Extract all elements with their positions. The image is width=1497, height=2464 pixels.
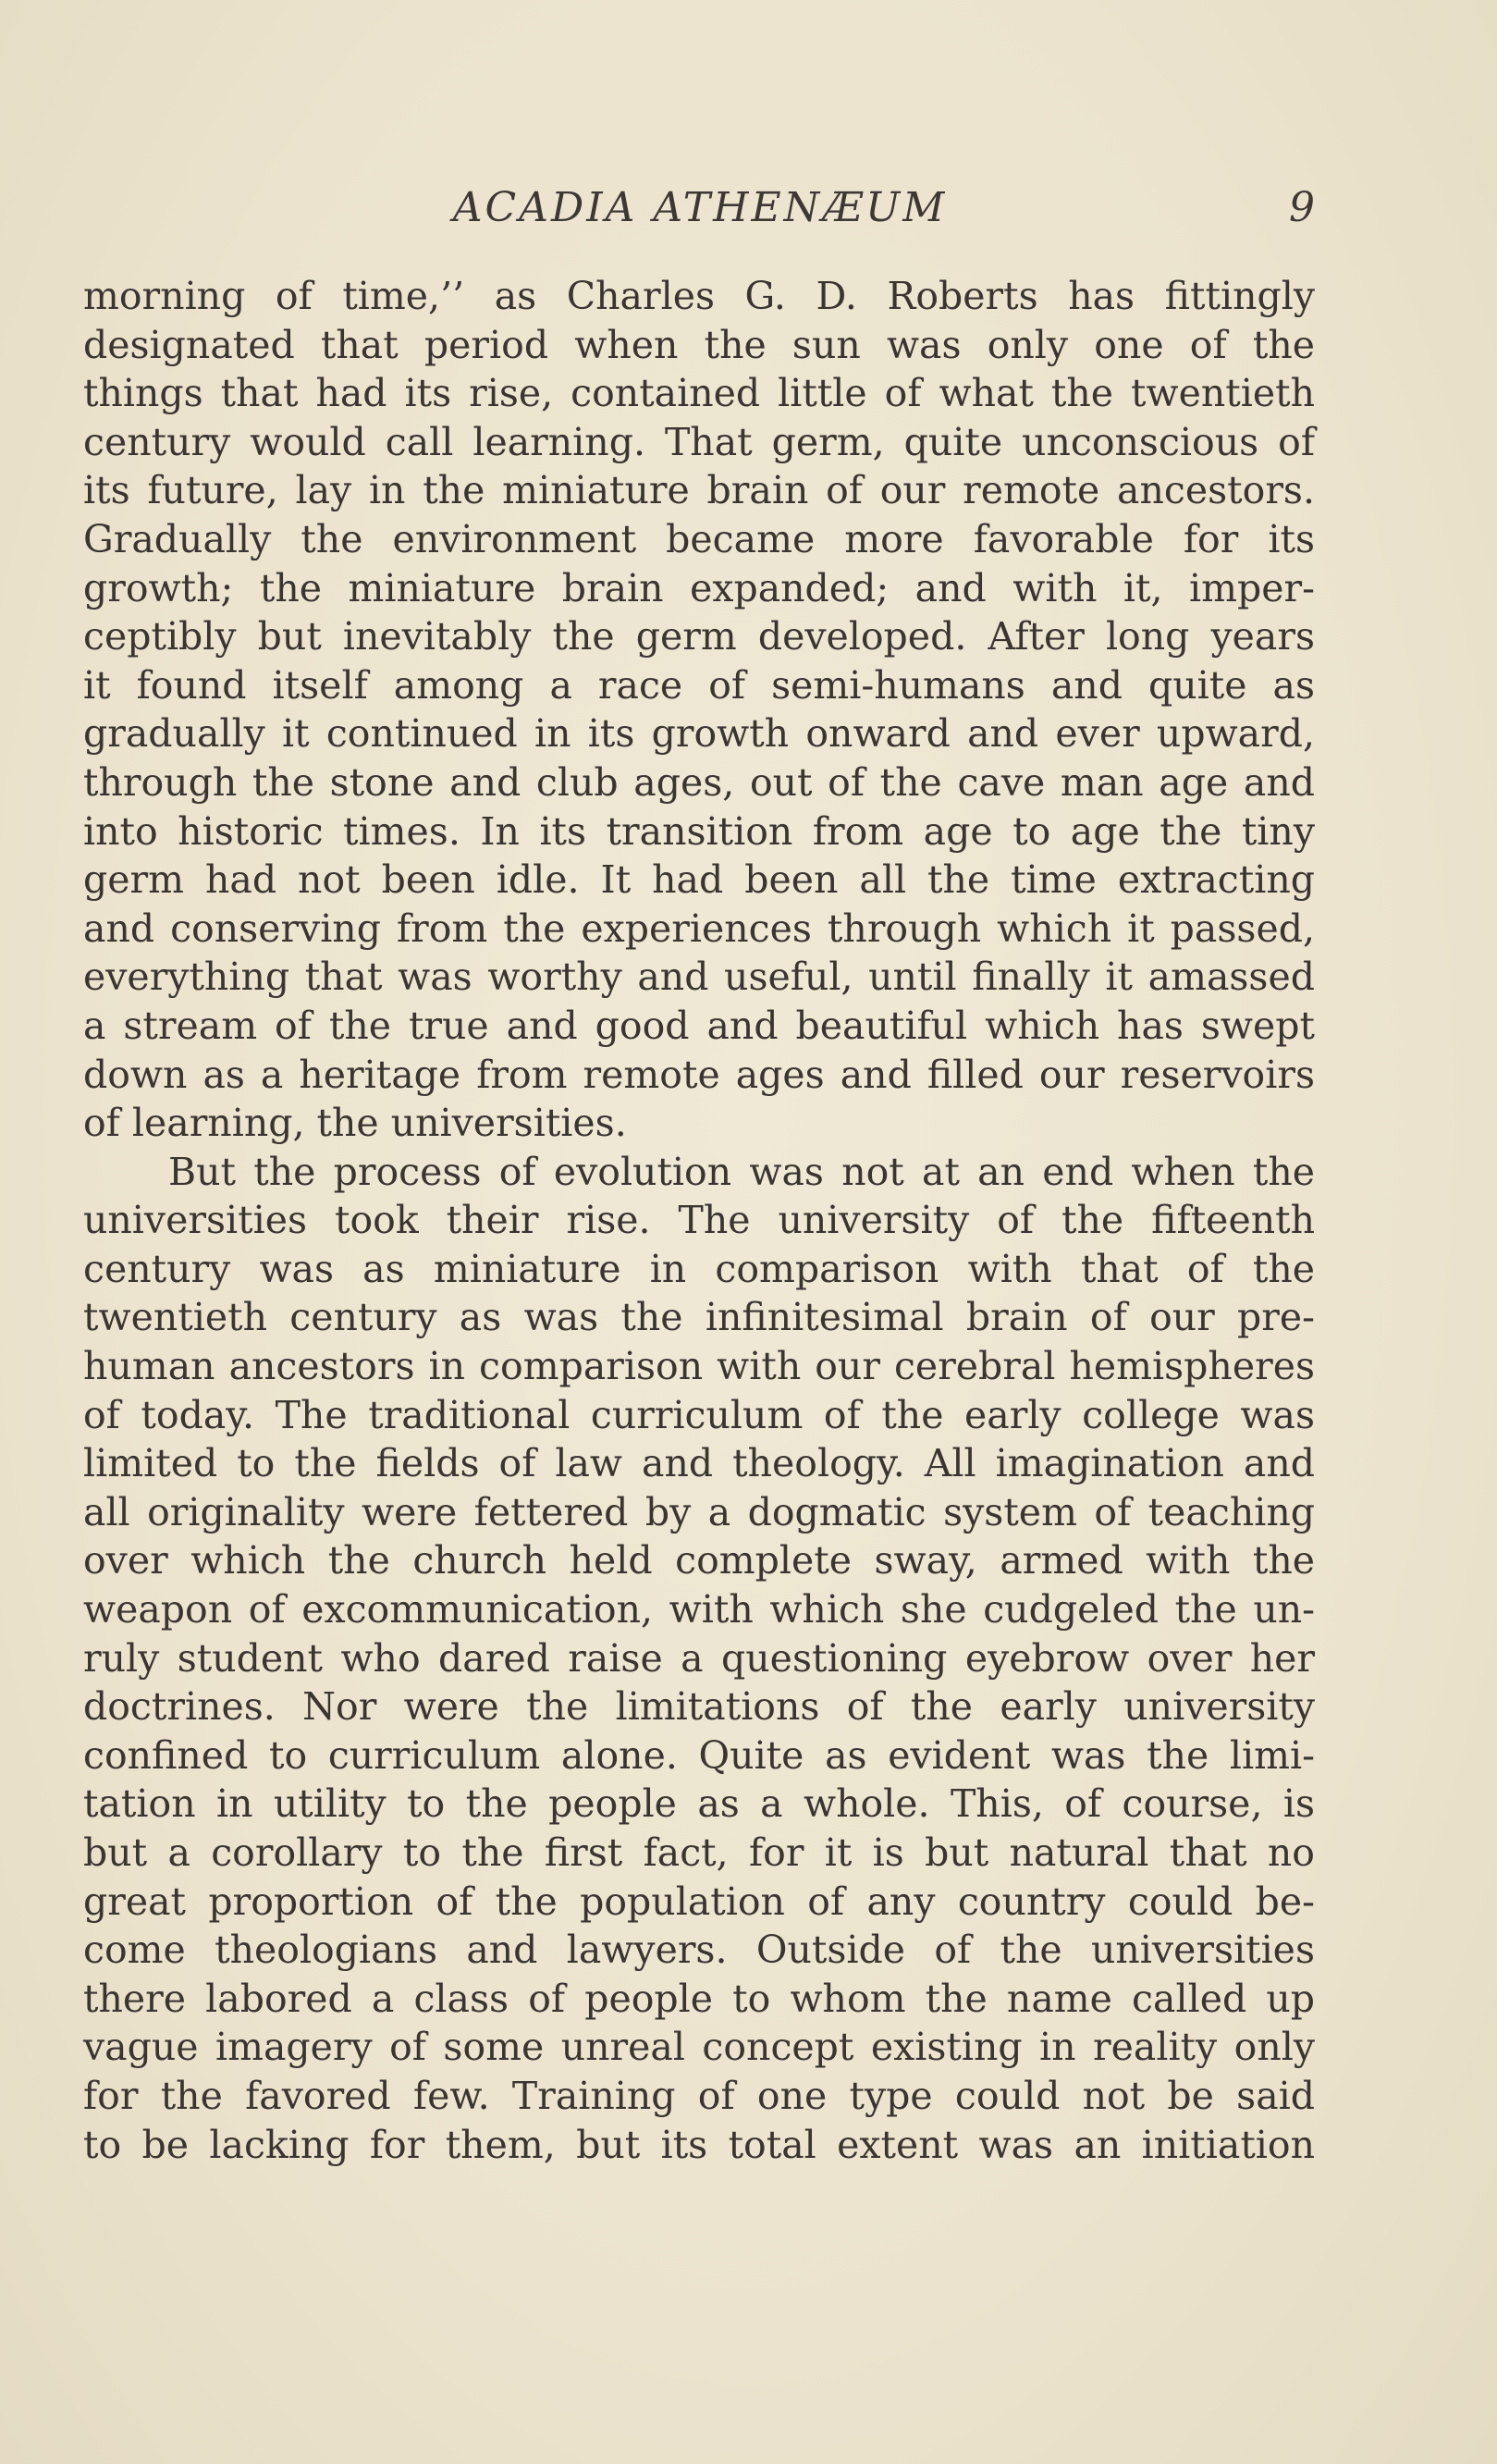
text-line: designated that period when the sun was only one of the [83,322,1315,367]
text-line: Gradually the environment became more favorable for its [83,516,1315,561]
text-line: come theologians and lawyers. Outside of the universities [83,1928,1315,1973]
text-line: morning of time,’’ as Charles G. D. Roberts has fittingly [83,274,1315,318]
text-line: great proportion of the population of any country could be- [83,1879,1315,1924]
text-line: But the process of evolution was not at an end when the [168,1149,1315,1194]
text-line: down as a heritage from remote ages and filled our reservoirs [83,1052,1315,1097]
text-line: things that had its rise, contained little of what the twentieth [83,371,1315,416]
text-line: its future, lay in the miniature brain of our remote ancestors. [83,468,1315,513]
text-line: over which the church held complete sway, armed with the [83,1538,1315,1583]
text-line: of learning, the universities. [83,1101,627,1146]
text-line: ruly student who dared raise a questioning eyebrow over her [83,1635,1315,1681]
running-head [85,176,1315,240]
text-line: and conserving from the experiences through which it passed, [83,906,1315,951]
text-line: century was as miniature in comparison with that of the [83,1246,1315,1291]
text-line: germ had not been idle. It had been all the time extracting [83,857,1315,903]
text-line: universities took their rise. The university of the fifteenth [83,1198,1315,1243]
text-line: all originality were fettered by a dogmatic system of teaching [83,1489,1315,1534]
text-line: confined to curriculum alone. Quite as evident was the limi- [83,1732,1315,1778]
body-text [83,272,1315,2169]
text-line: it found itself among a race of semi-humans and quite as [83,662,1315,708]
text-line: for the favored few. Training of one type could not be said [83,2073,1315,2118]
text-line: into historic times. In its transition from age to age the tiny [83,808,1315,854]
text-line: gradually it continued in its growth onward and ever upward, [83,711,1315,757]
text-line: human ancestors in comparison with our cerebral hemispheres [83,1344,1315,1389]
text-line: limited to the fields of law and theology. All imagination and [83,1441,1315,1486]
page-number: 9 [1289,184,1315,231]
text-line: weapon of excommunication, with which she cudgeled the un- [83,1587,1315,1632]
text-line: there labored a class of people to whom the name called up [83,1976,1315,2021]
text-line: of today. The traditional curriculum of the early college was [83,1392,1315,1437]
text-line: century would call learning. That germ, quite unconscious of [83,419,1315,464]
paragraph-1 [83,272,1315,1148]
text-line: doctrines. Nor were the limitations of the early university [83,1684,1315,1730]
text-line: through the stone and club ages, out of the cave man age and [83,759,1315,805]
text-line: everything that was worthy and useful, until finally it amassed [83,955,1315,1000]
text-line: a stream of the true and good and beautiful which has swept [83,1003,1315,1048]
text-line: twentieth century as was the infinitesimal brain of our pre- [83,1295,1315,1340]
text-line: tation in utility to the people as a whole. This, of course, is [83,1781,1315,1827]
text-line: to be lacking for them, but its total extent was an initiation [83,2122,1315,2167]
text-line: ceptibly but inevitably the germ developed. After long years [83,614,1315,659]
text-line: but a corollary to the first fact, for it is but natural that no [83,1830,1315,1875]
running-title: ACADIA ATHENÆUM [452,184,948,231]
paragraph-2 [83,1148,1315,2169]
text-line: growth; the miniature brain expanded; and with it, imper- [83,565,1315,610]
text-line: vague imagery of some unreal concept existing in reality only [83,2025,1315,2070]
